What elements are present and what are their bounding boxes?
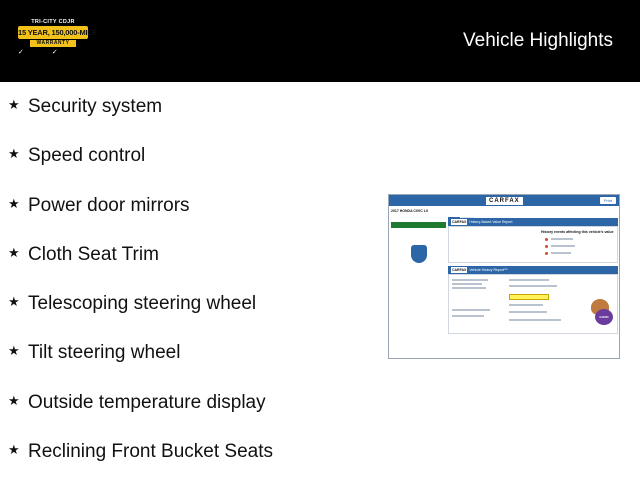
star-icon: ★ (8, 393, 20, 409)
star-icon: ★ (8, 245, 20, 261)
carfax-value-bar-label: History-Based Value Report (469, 220, 513, 224)
detail-line (452, 315, 484, 317)
list-item (8, 390, 273, 439)
carfax-mini-logo: CARFAX (452, 268, 467, 272)
warranty-badge-logo (18, 19, 97, 51)
detail-line (509, 304, 543, 306)
good-value-badge: GOOD (595, 309, 613, 325)
detail-line (452, 283, 482, 285)
list-item (8, 94, 273, 143)
feature-label: Tilt steering wheel (28, 342, 181, 364)
detail-line (452, 279, 488, 281)
detail-line (452, 287, 486, 289)
check-icon: ✓ (51, 49, 58, 56)
list-item (8, 242, 273, 291)
feature-list (8, 94, 273, 480)
badge-warranty-term: 15 YEAR, 150,000-MILE (18, 28, 97, 37)
carfax-value-bar (448, 218, 618, 226)
list-item (8, 143, 273, 192)
carfax-top-bar (389, 195, 619, 206)
shield-icon (411, 245, 427, 263)
feature-label: Power door mirrors (28, 194, 190, 216)
badge-dealer-name: TRI-CITY CDJR (31, 19, 75, 25)
highlighted-record (509, 294, 549, 300)
event-icon (545, 252, 548, 255)
page-title: Vehicle Highlights (463, 30, 613, 51)
event-line (551, 238, 573, 240)
badge-checkmarks (18, 48, 86, 56)
carfax-dealer-info (391, 266, 446, 270)
carfax-history-bar (448, 266, 618, 274)
carfax-main (448, 209, 618, 357)
carfax-history-panel (448, 274, 618, 334)
star-icon: ★ (8, 443, 20, 459)
carfax-value-panel (448, 226, 618, 263)
event-icon (545, 238, 548, 241)
print-button: Print (600, 197, 616, 204)
event-line (551, 245, 575, 247)
detail-line (509, 319, 561, 321)
carfax-vin-placeholder (391, 214, 446, 218)
list-item (8, 193, 273, 242)
carfax-disclaimer (391, 353, 617, 357)
event-line (551, 252, 571, 254)
star-icon: ★ (8, 295, 20, 311)
carfax-tabs (448, 209, 618, 215)
detail-line (452, 309, 490, 311)
star-icon: ★ (8, 98, 20, 113)
star-icon: ★ (8, 147, 20, 163)
list-item (8, 340, 273, 389)
feature-label: Reclining Front Bucket Seats (28, 441, 274, 463)
list-item (8, 291, 273, 340)
carfax-panel-title: History events affecting this vehicle's value (541, 230, 614, 234)
feature-label: Cloth Seat Trim (28, 243, 159, 265)
feature-label: Security system (28, 96, 163, 117)
feature-label: Outside temperature display (28, 391, 266, 413)
star-icon: ★ (8, 344, 20, 360)
check-icon: ✓ (18, 49, 24, 56)
carfax-mini-logo: CARFAX (452, 220, 467, 224)
detail-line (509, 311, 547, 313)
detail-line (509, 285, 557, 287)
feature-label: Speed control (28, 145, 146, 167)
detail-line (509, 279, 549, 281)
event-icon (545, 245, 548, 248)
carfax-vehicle-name: 2017 HONDA CIVIC LX (391, 209, 429, 213)
carfax-nav-item (391, 234, 446, 240)
carfax-history-bar-label: Vehicle History Report™ (469, 268, 508, 272)
carfax-fox-icon (589, 299, 613, 325)
feature-label: Telescoping steering wheel (28, 293, 257, 315)
badge-warranty-label: WARRANTY (30, 40, 76, 47)
carfax-report-thumbnail[interactable] (388, 194, 620, 359)
carfax-logo: CARFAX (486, 197, 523, 205)
header-banner (0, 0, 640, 82)
carfax-sidebar (391, 209, 446, 357)
star-icon: ★ (8, 196, 20, 212)
list-item (8, 439, 273, 480)
